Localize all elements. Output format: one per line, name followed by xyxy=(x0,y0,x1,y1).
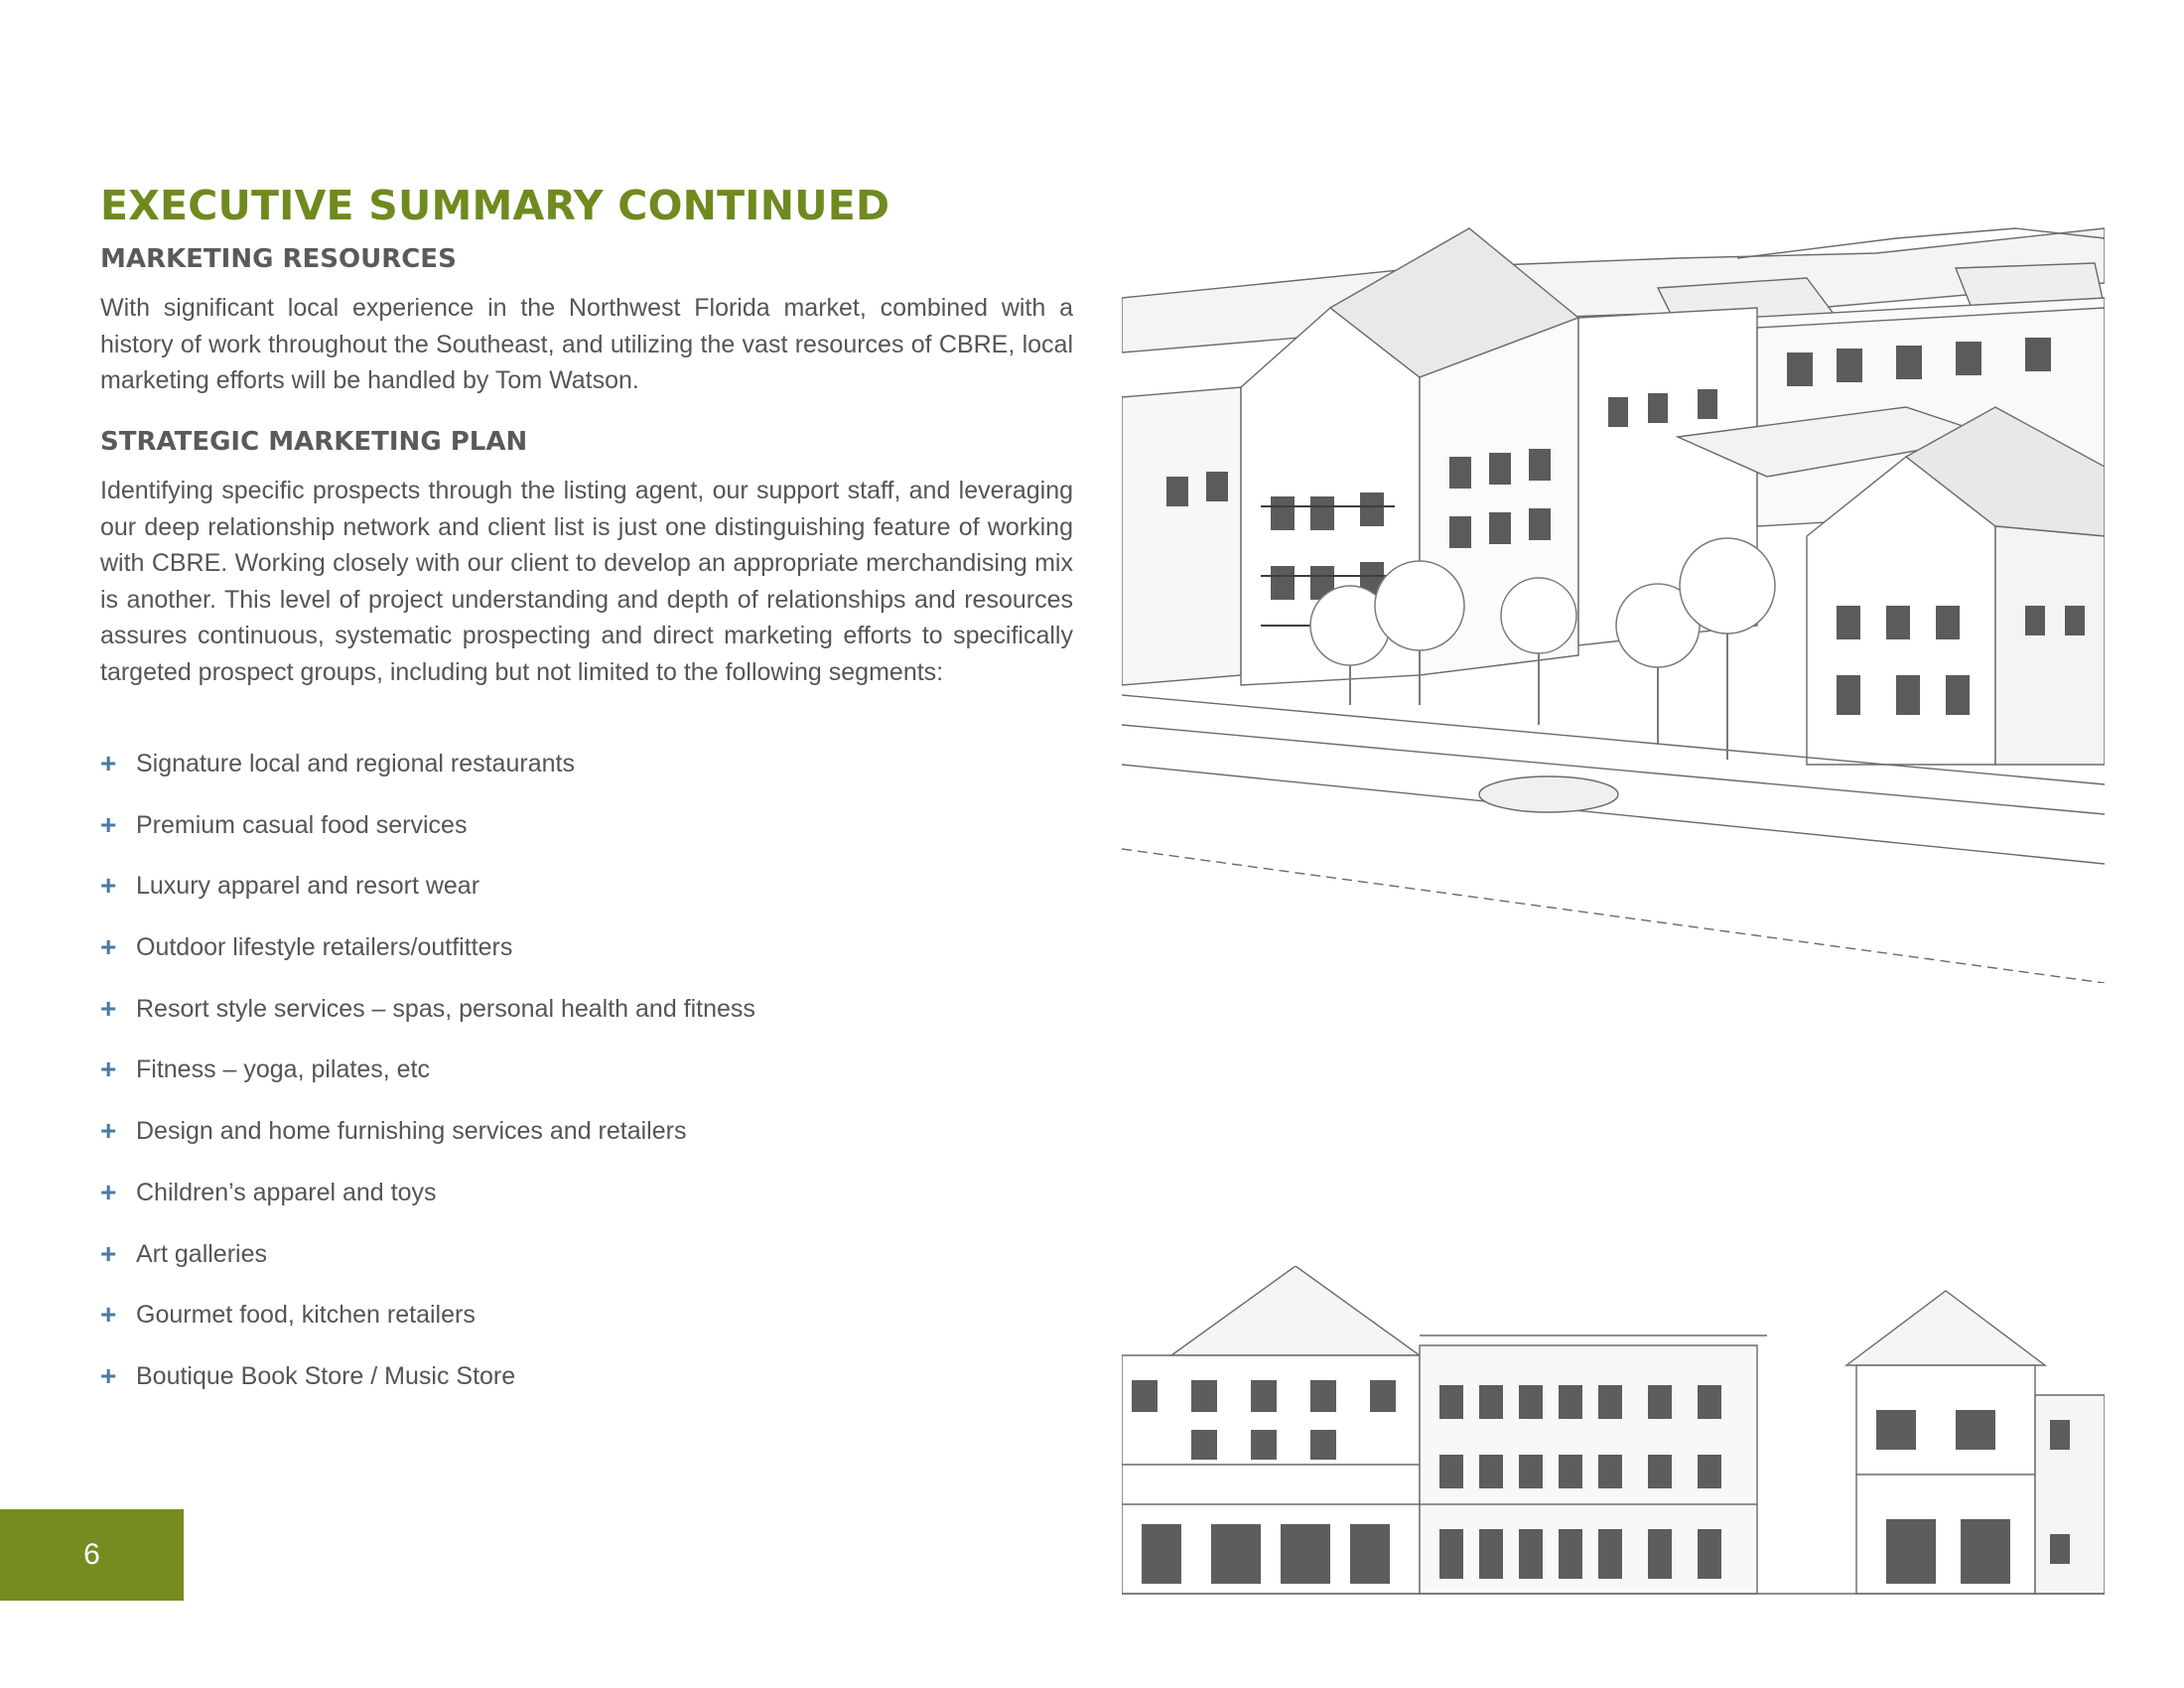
segment-list xyxy=(100,750,755,1424)
page-number-tab xyxy=(0,1509,184,1601)
aerial-rendering-image xyxy=(1122,209,2105,983)
segment-label: Children’s apparel and toys xyxy=(136,1178,437,1206)
page-title: EXECUTIVE SUMMARY CONTINUED xyxy=(100,182,890,229)
plus-icon: + xyxy=(100,1237,117,1269)
elevation-sketch xyxy=(1122,1266,2105,1604)
list-item xyxy=(100,808,755,873)
segment-label: Resort style services – spas, personal health and fitness xyxy=(136,994,755,1023)
list-item xyxy=(100,750,755,811)
list-item xyxy=(100,1117,755,1179)
plus-icon: + xyxy=(100,808,117,840)
strategic-marketing-plan-heading: STRATEGIC MARKETING PLAN xyxy=(100,427,528,457)
marketing-resources-body: With significant local experience in the Northwest Florida market, combined with a history of work throughout the Southeast, and utilizing the vast resources of CBRE, local marketing efforts will be handled by Tom Watson. xyxy=(100,294,1073,394)
segment-label: Signature local and regional restaurants xyxy=(136,750,575,777)
strategic-marketing-plan-body: Identifying specific prospects through the listing agent, our support staff, and leveraging our deep relationship network and client list is just one distinguishing feature of working with CBRE. Working closely with our client to develop an appropriate merchandising mix is another. This level of project understanding and depth of relationships and resources assures continuous, systematic prospecting and direct marketing efforts to specifically targeted prospect groups, including but not limited to the following segments: xyxy=(100,477,1073,686)
list-item xyxy=(100,1055,755,1117)
list-item xyxy=(100,933,755,995)
plus-icon: + xyxy=(100,1115,117,1147)
plus-icon: + xyxy=(100,1054,117,1085)
list-item xyxy=(100,1301,755,1362)
segment-label: Gourmet food, kitchen retailers xyxy=(136,1301,476,1330)
segment-label: Premium casual food services xyxy=(136,810,468,839)
list-item xyxy=(100,872,755,933)
plus-icon: + xyxy=(100,1176,117,1207)
plus-icon: + xyxy=(100,870,117,902)
page-number: 6 xyxy=(83,1538,100,1571)
list-item xyxy=(100,992,755,1056)
segment-label: Design and home furnishing services and retailers xyxy=(136,1117,687,1146)
plus-icon: + xyxy=(100,1299,117,1331)
segment-label: Luxury apparel and resort wear xyxy=(136,872,480,901)
aerial-sketch xyxy=(1122,209,2105,983)
segment-label: Boutique Book Store / Music Store xyxy=(136,1361,516,1390)
segment-label: Outdoor lifestyle retailers/outfitters xyxy=(136,933,513,962)
plus-icon: + xyxy=(100,1359,117,1391)
segment-label: Fitness – yoga, pilates, etc xyxy=(136,1055,430,1084)
segment-label: Art galleries xyxy=(136,1239,267,1268)
list-item xyxy=(100,1237,755,1302)
list-item xyxy=(100,1359,755,1424)
list-item xyxy=(100,1176,755,1240)
marketing-resources-heading: MARKETING RESOURCES xyxy=(100,244,457,274)
plus-icon: + xyxy=(100,992,117,1024)
plus-icon: + xyxy=(100,931,117,963)
plus-icon: + xyxy=(100,748,117,778)
street-elevation-image xyxy=(1122,1266,2105,1604)
